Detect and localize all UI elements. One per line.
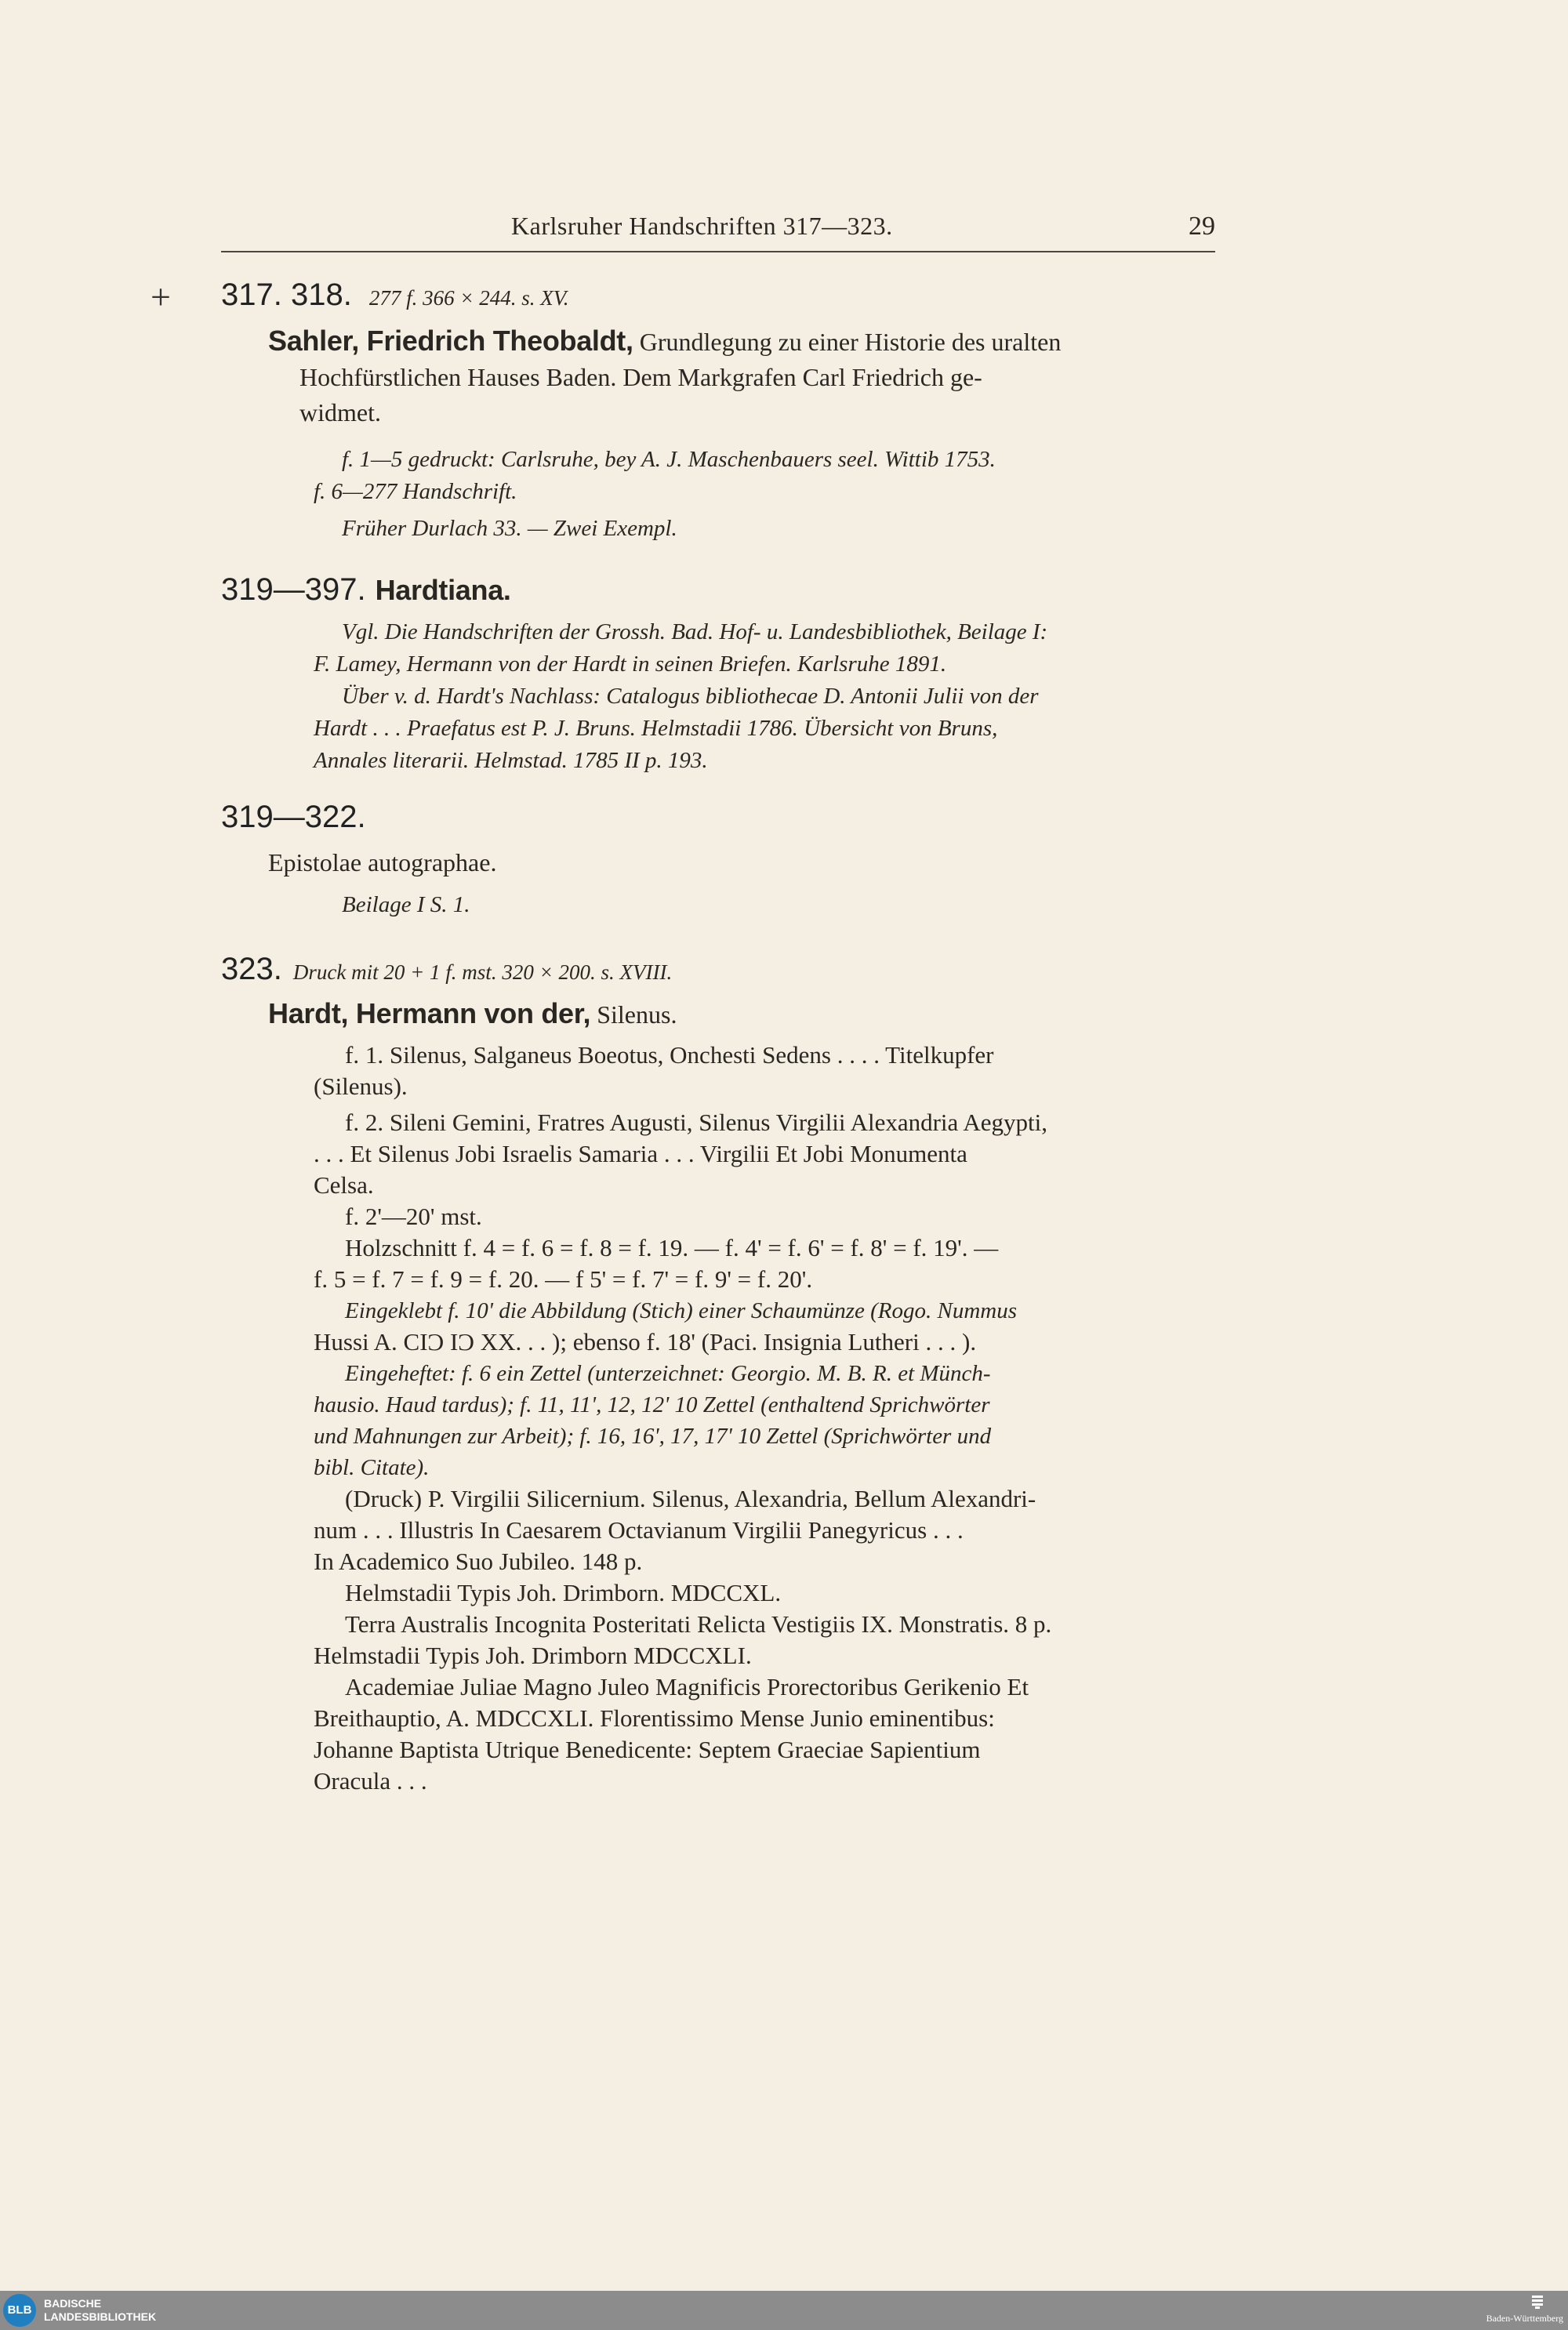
note-line: f. 1—5 gedruckt: Carlsruhe, bey A. J. Maschenbauers seel. Wittib 1753. — [342, 447, 996, 472]
entry-317-description — [268, 323, 1215, 430]
page-number: 29 — [1189, 212, 1215, 241]
marginal-plus-mark: + — [151, 277, 171, 317]
description-line: und Mahnungen zur Arbeit); f. 16, 16', 17, 17' 10 Zettel (Sprichwörter und — [314, 1424, 992, 1449]
entry-number: 317. 318. — [221, 278, 352, 312]
description-line: In Academico Suo Jubileo. 148 p. — [314, 1548, 643, 1575]
description-line: . . . Et Silenus Jobi Israelis Samaria . . . Virgilii Et Jobi Monumenta — [314, 1140, 967, 1167]
entry-319-322-note: Beilage I S. 1. — [342, 892, 470, 917]
description-line: (Druck) P. Virgilii Silicernium. Silenus, Alexandria, Bellum Alexandri- — [345, 1485, 1036, 1512]
description-line: Hochfürstlichen Hauses Baden. Dem Markgrafen Carl Friedrich ge- — [299, 363, 982, 391]
description-line: Helmstadii Typis Joh. Drimborn MDCCXLI. — [314, 1642, 752, 1669]
description-line: hausio. Haud tardus); f. 11, 11', 12, 12' 10 Zettel (enthaltend Sprichwörter — [314, 1392, 990, 1417]
description-line: f. 5 = f. 7 = f. 9 = f. 20. — f 5' = f. 7' = f. 9' = f. 20'. — [314, 1265, 813, 1293]
description-line: Terra Australis Incognita Posteritati Relicta Vestigiis IX. Monstratis. 8 p. — [345, 1610, 1052, 1638]
state-emblem-icon — [1530, 2294, 1544, 2310]
description-line: Oracula . . . — [314, 1767, 427, 1795]
entry-number: 319—322. — [221, 800, 366, 834]
entry-317-heading — [221, 278, 569, 313]
description-line: num . . . Illustris In Caesarem Octavianum Virgilii Panegyricus . . . — [314, 1516, 964, 1544]
description-line: Johanne Baptista Utrique Benedicente: Septem Graeciae Sapientium — [314, 1736, 981, 1763]
description-line: Hussi A. CIϽ IϽ XX. . . ); ebenso f. 18' (Paci. Insignia Lutheri . . . ). — [314, 1328, 977, 1356]
description-line: Eingeklebt f. 10' die Abbildung (Stich) einer Schaumünze (Rogo. Nummus — [345, 1298, 1017, 1323]
note-line: Früher Durlach 33. — Zwei Exempl. — [342, 516, 677, 541]
description-line: (Silenus). — [314, 1072, 408, 1100]
note-line: Hardt . . . Praefatus est P. J. Bruns. Helmstadii 1786. Übersicht von Bruns, — [314, 716, 998, 741]
entry-317-notes — [314, 444, 1215, 545]
note-line: Über v. d. Hardt's Nachlass: Catalogus bibliothecae D. Antonii Julii von der — [342, 684, 1039, 709]
entry-meta: Druck mit 20 + 1 f. mst. 320 × 200. s. XVIII. — [292, 960, 673, 984]
entry-319-397-heading — [221, 572, 511, 608]
description-line: Holzschnitt f. 4 = f. 6 = f. 8 = f. 19. — f. 4' = f. 6' = f. 8' = f. 19'. — — [345, 1234, 999, 1261]
description-line: Celsa. — [314, 1171, 374, 1199]
entry-319-397-notes — [314, 616, 1215, 777]
entry-319-322-heading — [221, 800, 366, 835]
footer-bar — [0, 2291, 1568, 2330]
description-line: Eingeheftet: f. 6 ein Zettel (unterzeichnet: Georgio. M. B. R. et Münch- — [345, 1361, 991, 1386]
library-name-line: BADISCHE — [44, 2297, 102, 2310]
entry-323-heading — [221, 952, 672, 987]
entry-title: Hardtiana. — [375, 574, 511, 606]
description-line: Breithauptio, A. MDCCXLI. Florentissimo Mense Junio eminentibus: — [314, 1704, 995, 1732]
entry-meta: 277 f. 366 × 244. s. XV. — [368, 286, 569, 310]
entry-323-title — [268, 996, 1215, 1033]
library-name — [44, 2297, 156, 2324]
state-label: Baden-Württemberg — [1486, 2313, 1563, 2324]
note-line: f. 6—277 Handschrift. — [314, 479, 517, 504]
note-line: Annales literarii. Helmstad. 1785 II p. 193. — [314, 748, 708, 773]
description-line: f. 2. Sileni Gemini, Fratres Augusti, Silenus Virgilii Alexandria Aegypti, — [345, 1109, 1047, 1136]
running-head-title: Karlsruher Handschriften 317—323. — [511, 212, 893, 240]
description-line: Grundlegung zu einer Historie des uralten — [639, 328, 1062, 356]
description-line: f. 2'—20' mst. — [345, 1203, 482, 1230]
description-line: Helmstadii Typis Joh. Drimborn. MDCCXL. — [345, 1579, 782, 1606]
author-name: Sahler, Friedrich Theobaldt, — [268, 325, 633, 357]
entry-number: 323. — [221, 952, 282, 986]
running-head — [221, 212, 1215, 252]
description-line: Academiae Juliae Magno Juleo Magnificis Prorectoribus Gerikenio Et — [345, 1673, 1029, 1700]
blb-logo-icon: BLB — [3, 2294, 36, 2327]
note-line: Vgl. Die Handschriften der Grossh. Bad. Hof- u. Landesbibliothek, Beilage I: — [342, 619, 1048, 644]
entry-323-description — [314, 1040, 1215, 1797]
description-line: f. 1. Silenus, Salganeus Boeotus, Onchesti Sedens . . . . Titelkupfer — [345, 1041, 994, 1069]
note-line: F. Lamey, Hermann von der Hardt in seinen Briefen. Karlsruhe 1891. — [314, 651, 947, 677]
library-name-line: LANDESBIBLIOTHEK — [44, 2310, 157, 2323]
work-title: Silenus. — [597, 1000, 677, 1029]
entry-319-322-title: Epistolae autographae. — [268, 848, 497, 876]
description-line: bibl. Citate). — [314, 1455, 430, 1480]
description-line: widmet. — [299, 398, 381, 426]
author-name: Hardt, Hermann von der, — [268, 997, 591, 1029]
entry-number: 319—397. — [221, 572, 366, 607]
